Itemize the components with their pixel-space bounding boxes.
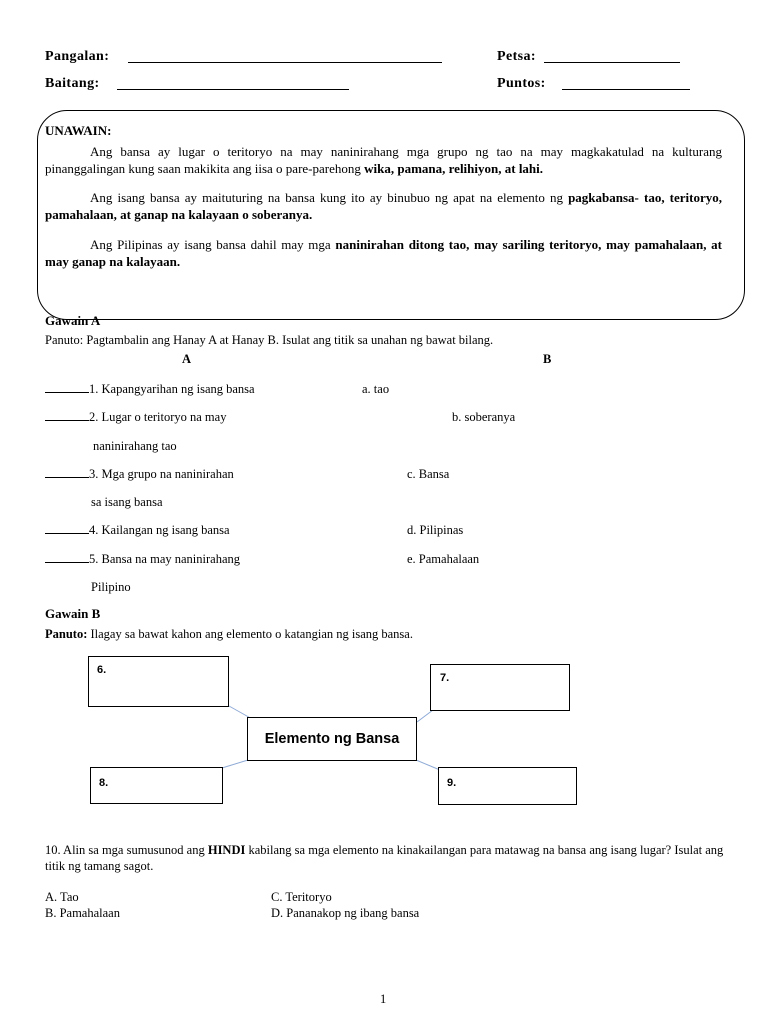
gawain-a-title: Gawain A [45, 313, 101, 328]
q10-pre: 10. Alin sa mga sumusunod ang [45, 843, 208, 857]
page-number: 1 [380, 992, 387, 1006]
connector-9 [416, 760, 440, 770]
p3-text: Ang Pilipinas ay isang bansa dahil may mga [90, 237, 336, 252]
q10-post: kabilang sa mga elemento na kinakailangan para matawag na bansa ang isang lugar? Isulat ang titik ng tamang sagot. [45, 843, 724, 873]
column-b-header: B [543, 352, 552, 366]
choice-e: e. Pamahalaan [407, 552, 480, 566]
item-5-text: 5. Bansa na may naninirahang [89, 552, 240, 566]
item-5-continuation: Pilipino [91, 580, 131, 594]
choice-c: c. Bansa [407, 467, 450, 481]
box-8-label: 8. [99, 777, 109, 789]
option-c[interactable]: C. Teritoryo [271, 890, 332, 904]
box-9-label: 9. [447, 777, 457, 789]
connector-7 [417, 710, 433, 722]
center-title: Elemento ng Bansa [264, 731, 400, 747]
unawain-title: UNAWAIN: [45, 123, 112, 138]
date-label: Petsa: [497, 49, 536, 64]
p2-bold: pagkabansa- tao, teritoryo, pamahalaan, at ganap na kalayaan o soberanya. [45, 190, 723, 222]
p3-bold: naninirahan ditong tao, may sariling teritoryo, may pamahalaan, at may ganap na kalayaan. [45, 237, 722, 269]
item-4-text: 4. Kailangan ng isang bansa [89, 523, 230, 537]
grade-label: Baitang: [45, 76, 100, 91]
gawain-b-instruction-text: Ilagay sa bawat kahon ang elemento o katangian ng isang bansa. [87, 627, 413, 641]
gawain-a-instruction: Panuto: Pagtambalin ang Hanay A at Hanay B. Isulat ang titik sa unahan ng bawat bilang. [45, 333, 494, 347]
item-2-continuation: naninirahang tao [93, 439, 177, 453]
item-3-text: 3. Mga grupo na naninirahan [89, 467, 234, 481]
choice-b: b. soberanya [452, 410, 516, 424]
choice-d: d. Pilipinas [407, 523, 464, 537]
option-d[interactable]: D. Pananakop ng ibang bansa [271, 906, 420, 920]
gawain-b-instruction-label: Panuto: [45, 627, 88, 641]
connector-8 [222, 760, 248, 768]
item-2-text: 2. Lugar o teritoryo na may [89, 410, 227, 424]
center-box [247, 717, 417, 761]
answer-box-6[interactable] [88, 656, 229, 707]
question-10 [45, 842, 725, 874]
item-1-text: 1. Kapangyarihan ng isang bansa [89, 382, 255, 396]
choice-a: a. tao [362, 382, 390, 396]
score-label: Puntos: [497, 76, 546, 91]
answer-box-8[interactable] [90, 767, 223, 804]
p1-text: Ang bansa ay lugar o teritoryo na may naninirahang mga grupo ng tao na may magkakatulad na kulturang pinanggalingan kung saan makikita ang iisa o pare-parehong [45, 144, 722, 176]
box-6-label: 6. [97, 664, 107, 676]
answer-box-7[interactable] [430, 664, 570, 711]
name-label: Pangalan: [45, 49, 110, 64]
gawain-b-title: Gawain B [45, 606, 101, 621]
p2-text: Ang isang bansa ay maituturing na bansa kung ito ay binubuo ng apat na elemento ng [90, 190, 569, 205]
box-7-label: 7. [440, 672, 450, 684]
option-b[interactable]: B. Pamahalaan [45, 906, 120, 920]
answer-box-9[interactable] [438, 767, 577, 805]
item-3-continuation: sa isang bansa [91, 495, 163, 509]
column-a-header: A [182, 352, 192, 366]
q10-bold: HINDI [207, 843, 246, 857]
p1-bold: wika, pamana, relihiyon, at lahi. [364, 161, 544, 176]
option-a[interactable]: A. Tao [45, 890, 79, 904]
